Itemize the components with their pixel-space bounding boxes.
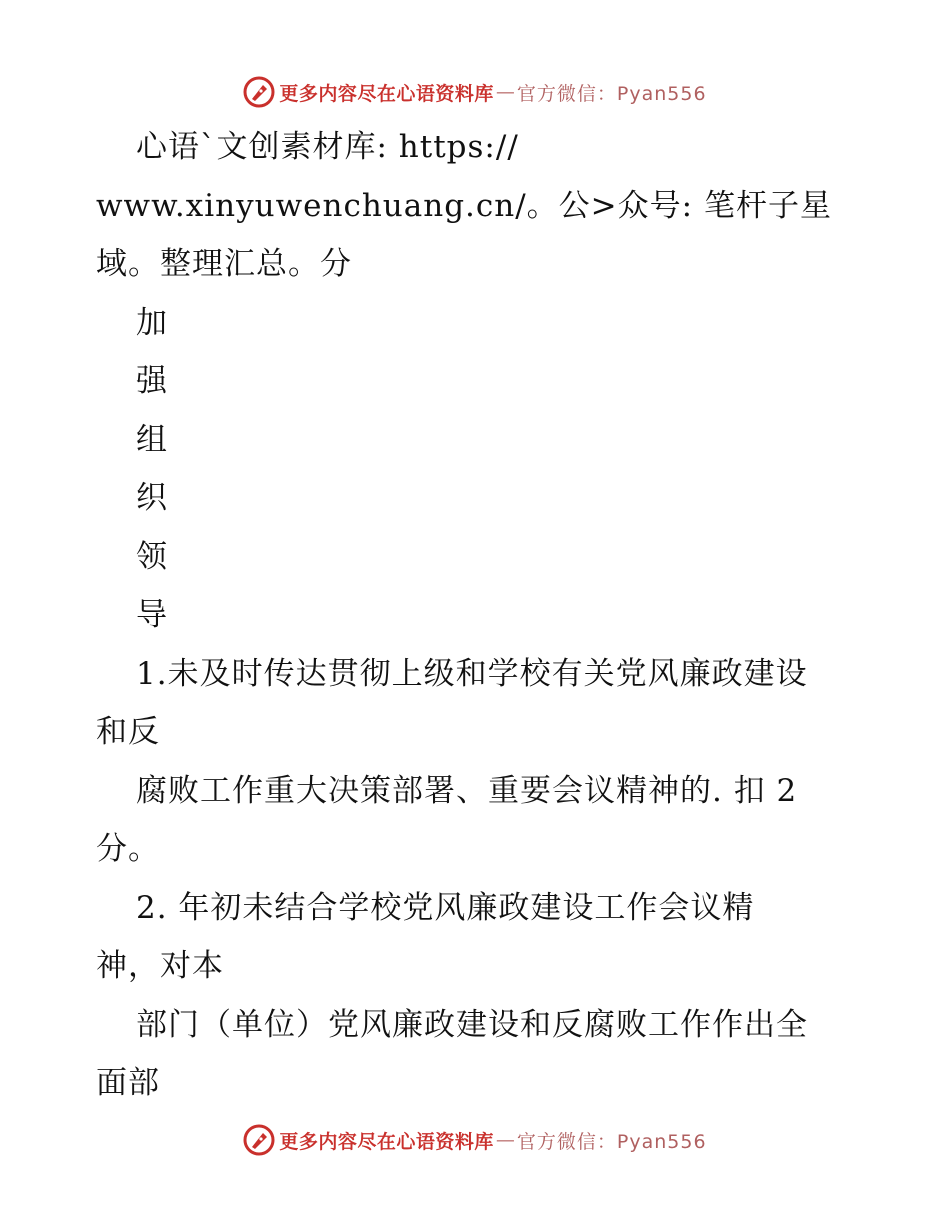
text-line: 组 <box>136 421 168 458</box>
text-line: 域。整理汇总。分 <box>96 246 352 282</box>
text-line: 心语`文创素材库: https:// <box>136 129 519 165</box>
banner-wechat-id: 官方微信：Pyan556 <box>516 82 707 105</box>
banner-wechat-id: 官方微信：Pyan556 <box>516 1130 707 1153</box>
text-line: 2. 年初未结合学校党风廉政建设工作会议精 <box>136 889 755 926</box>
text-line: 腐败工作重大决策部署、重要会议精神的. 扣 2 <box>136 772 798 809</box>
text-line: 织 <box>136 480 168 516</box>
text-line: 部门（单位）党风廉政建设和反腐败工作作出全 <box>136 1006 808 1043</box>
banner-text: 更多内容尽在心语资料库 <box>279 82 494 105</box>
text-line: 导 <box>136 597 168 633</box>
text-line: 神，对本 <box>96 948 224 984</box>
document-body <box>96 118 866 1113</box>
text-line: 强 <box>136 363 168 399</box>
pen-nib-logo-icon <box>243 1124 275 1156</box>
text-line: 分。 <box>96 831 160 867</box>
text-line: 领 <box>136 538 168 575</box>
text-line: 加 <box>136 304 168 341</box>
pen-nib-logo-icon <box>243 76 275 108</box>
text-line: 和反 <box>96 714 160 750</box>
banner-text: 更多内容尽在心语资料库 <box>279 1130 494 1153</box>
header-banner <box>0 72 950 112</box>
footer-banner <box>0 1120 950 1160</box>
banner-dash: — <box>495 1129 515 1151</box>
text-line: 面部 <box>96 1065 160 1101</box>
text-line: www.xinyuwenchuang.cn/。公>众号: 笔杆子星 <box>96 187 832 224</box>
text-line: 1.未及时传达贯彻上级和学校有关党风廉政建设 <box>136 655 808 692</box>
banner-dash: — <box>495 81 515 103</box>
